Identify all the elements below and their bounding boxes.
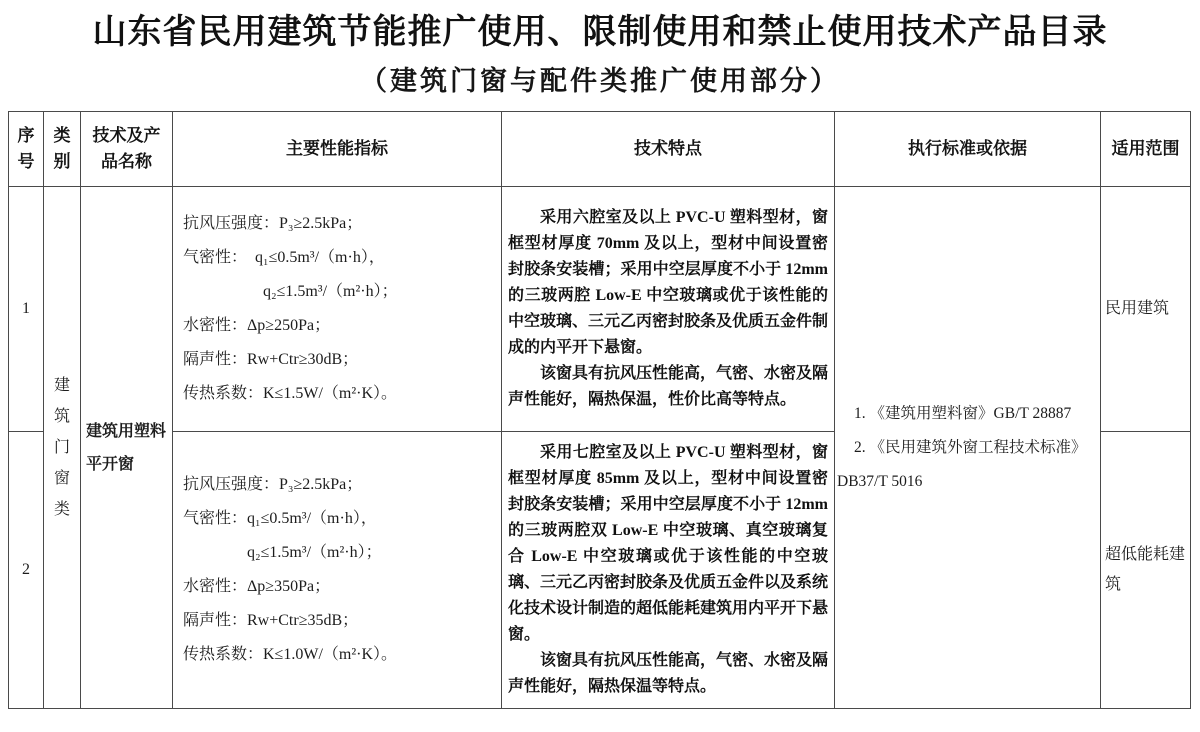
indicator-line: 隔声性：Rw+Ctr≥35dB； (183, 612, 359, 629)
page-title: 山东省民用建筑节能推广使用、限制使用和禁止使用技术产品目录 (92, 14, 1108, 51)
indicator-line: 水密性：Δp≥250Pa； (183, 317, 331, 334)
feature-paragraph: 该窗具有抗风压性能高，气密、水密及隔声性能好，隔热保温等特点。 (508, 652, 829, 695)
col-header-product-name-label: 技术及产品名称 (92, 126, 161, 171)
col-header-serial: 序号 (9, 112, 44, 187)
row1-indicators-cell (173, 187, 502, 432)
feature-paragraph: 该窗具有抗风压性能高，气密、水密及隔声性能好，隔热保温，性价比高等特点。 (508, 365, 829, 408)
indicator-line: 抗风压强度：P₃≥2.5kPa； (183, 476, 363, 493)
document-page (0, 12, 1200, 732)
row2-serial: 2 (9, 432, 44, 709)
row2-features-cell (502, 432, 835, 709)
page-subtitle: （建筑门窗与配件类推广使用部分） (360, 66, 840, 96)
standards-cell (835, 187, 1101, 709)
row1-serial: 1 (9, 187, 44, 432)
table-row-1 (9, 187, 1191, 432)
indicator-line: 抗风压强度：P₃≥2.5kPa； (183, 215, 363, 232)
col-header-standards: 执行标准或依据 (835, 112, 1101, 187)
catalog-table (8, 111, 1191, 709)
header-row (9, 112, 1191, 187)
product-name-cell: 建筑用塑料平开窗 (81, 187, 173, 709)
col-header-product-name (81, 112, 173, 187)
standard-line: 2. 《民用建筑外窗工程技术标准》DB37/T 5016 (837, 438, 1087, 490)
row2-indicators-cell (173, 432, 502, 709)
row1-scope-cell: 民用建筑 (1101, 187, 1191, 432)
indicator-line: q₂≤1.5m³/（m²·h）； (183, 544, 382, 561)
category-cell: 建筑门窗类 (44, 187, 81, 709)
indicator-line: 传热系数：K≤1.5W/（m²·K）。 (183, 385, 398, 402)
standard-line: 1. 《建筑用塑料窗》GB/T 28887 (854, 404, 1072, 422)
indicator-line: 隔声性：Rw+Ctr≥30dB； (183, 351, 359, 368)
row2-scope-cell: 超低能耗建筑 (1101, 432, 1191, 709)
col-header-features: 技术特点 (502, 112, 835, 187)
indicator-line: 气密性： q₁≤0.5m³/（m·h）， (183, 249, 385, 266)
feature-paragraph: 采用六腔室及以上 PVC-U 塑料型材，窗框型材厚度 70mm 及以上，型材中间设置密封胶条安装槽；采用中空层厚度不小于 12mm 的三玻两腔 Low-E 中空玻璃或优于该性能的中空玻璃、三元乙丙密封胶条及优质五金件制成的内平开下悬窗。 (508, 209, 829, 356)
col-header-category: 类别 (44, 112, 81, 187)
feature-paragraph: 采用七腔室及以上 PVC-U 塑料型材，窗框型材厚度 85mm 及以上，型材中间设置密封胶条安装槽；采用中空层厚度不小于 12mm 的三玻两腔双 Low-E 中空玻璃、真空玻璃复合 Low-E 中空玻璃或优于该性能的中空玻璃、三元乙丙密封胶条及优质五金件以及系统化技术设计制造的超低能耗建筑用内平开下悬窗。 (508, 444, 829, 643)
row1-features-cell (502, 187, 835, 432)
indicator-line: 水密性：Δp≥350Pa； (183, 578, 331, 595)
indicator-line: 传热系数：K≤1.0W/（m²·K）。 (183, 646, 398, 663)
col-header-scope: 适用范围 (1101, 112, 1191, 187)
indicator-line: q₂≤1.5m³/（m²·h）； (183, 283, 398, 300)
indicator-line: 气密性：q₁≤0.5m³/（m·h）， (183, 510, 377, 527)
col-header-performance: 主要性能指标 (173, 112, 502, 187)
